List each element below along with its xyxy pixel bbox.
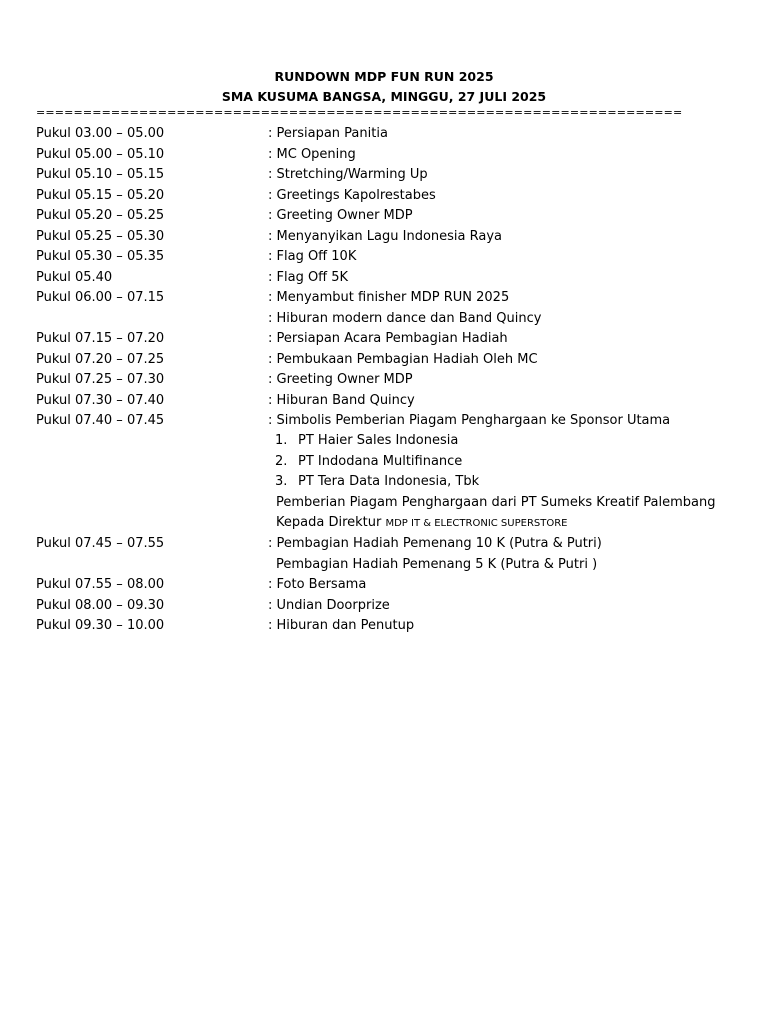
schedule-time: Pukul 08.00 – 09.30 — [36, 598, 165, 613]
schedule-activity: : Greeting Owner MDP — [268, 208, 413, 223]
schedule-time: Pukul 07.45 – 07.55 — [36, 536, 165, 551]
schedule-activity: : Flag Off 10K — [268, 249, 357, 264]
schedule-time: Pukul 05.30 – 05.35 — [36, 249, 165, 264]
schedule-time: Pukul 07.15 – 07.20 — [36, 331, 165, 346]
schedule-activity-continuation: Pembagian Hadiah Pemenang 5 K (Putra & Putri ) — [276, 557, 598, 572]
schedule-activity: : Undian Doorprize — [268, 598, 390, 613]
schedule-activity: : Flag Off 5K — [268, 270, 349, 285]
schedule-time: Pukul 07.25 – 07.30 — [36, 372, 165, 387]
sponsor-number: 2. — [275, 454, 288, 469]
divider-line: ===================================================================== — [36, 106, 683, 119]
schedule-activity: : Simbolis Pemberian Piagam Penghargaan ke Sponsor Utama — [268, 413, 671, 428]
schedule-time: Pukul 06.00 – 07.15 — [36, 290, 165, 305]
schedule-time: Pukul 09.30 – 10.00 — [36, 618, 165, 633]
sponsor-number: 3. — [275, 474, 288, 489]
schedule-time: Pukul 05.15 – 05.20 — [36, 188, 165, 203]
schedule-time: Pukul 07.40 – 07.45 — [36, 413, 165, 428]
schedule-activity: : Stretching/Warming Up — [268, 167, 428, 182]
award-note-recipient — [276, 513, 568, 534]
sponsor-name: PT Tera Data Indonesia, Tbk — [298, 474, 480, 489]
schedule-time: Pukul 07.30 – 07.40 — [36, 393, 165, 408]
sponsor-number: 1. — [275, 433, 288, 448]
sponsor-name: PT Indodana Multifinance — [298, 454, 463, 469]
schedule-activity: : Pembagian Hadiah Pemenang 10 K (Putra & Putri) — [268, 536, 602, 551]
schedule-time: Pukul 05.40 — [36, 270, 113, 285]
schedule-activity: : Hiburan modern dance dan Band Quincy — [268, 311, 542, 326]
schedule-time: Pukul 05.10 – 05.15 — [36, 167, 165, 182]
schedule-time: Pukul 05.00 – 05.10 — [36, 147, 165, 162]
sponsor-name: PT Haier Sales Indonesia — [298, 433, 459, 448]
schedule-time: Pukul 07.55 – 08.00 — [36, 577, 165, 592]
schedule-time: Pukul 05.20 – 05.25 — [36, 208, 165, 223]
award-note-text: Pemberian Piagam Penghargaan dari PT Sumeks Kreatif Palembang — [276, 495, 716, 510]
schedule-activity: : Persiapan Panitia — [268, 126, 388, 141]
schedule-activity: : Hiburan Band Quincy — [268, 393, 415, 408]
document-subtitle: SMA KUSUMA BANGSA, MINGGU, 27 JULI 2025 — [221, 89, 547, 104]
schedule-activity: : MC Opening — [268, 147, 356, 162]
schedule-activity: : Hiburan dan Penutup — [268, 618, 415, 633]
document-title: RUNDOWN MDP FUN RUN 2025 — [274, 69, 494, 84]
schedule-activity: : Greetings Kapolrestabes — [268, 188, 436, 203]
schedule-activity: : Menyanyikan Lagu Indonesia Raya — [268, 229, 503, 244]
schedule-time: Pukul 03.00 – 05.00 — [36, 126, 165, 141]
schedule-time: Pukul 07.20 – 07.25 — [36, 352, 165, 367]
schedule-activity: : Menyambut finisher MDP RUN 2025 — [268, 290, 510, 305]
award-note-prefix: Kepada Direktur — [276, 515, 386, 530]
schedule-activity: : Foto Bersama — [268, 577, 367, 592]
schedule-time: Pukul 05.25 – 05.30 — [36, 229, 165, 244]
schedule-activity: : Persiapan Acara Pembagian Hadiah — [268, 331, 508, 346]
schedule-activity: : Pembukaan Pembagian Hadiah Oleh MC — [268, 352, 538, 367]
award-note-company: MDP IT & ELECTRONIC SUPERSTORE — [385, 518, 568, 529]
schedule-activity: : Greeting Owner MDP — [268, 372, 413, 387]
